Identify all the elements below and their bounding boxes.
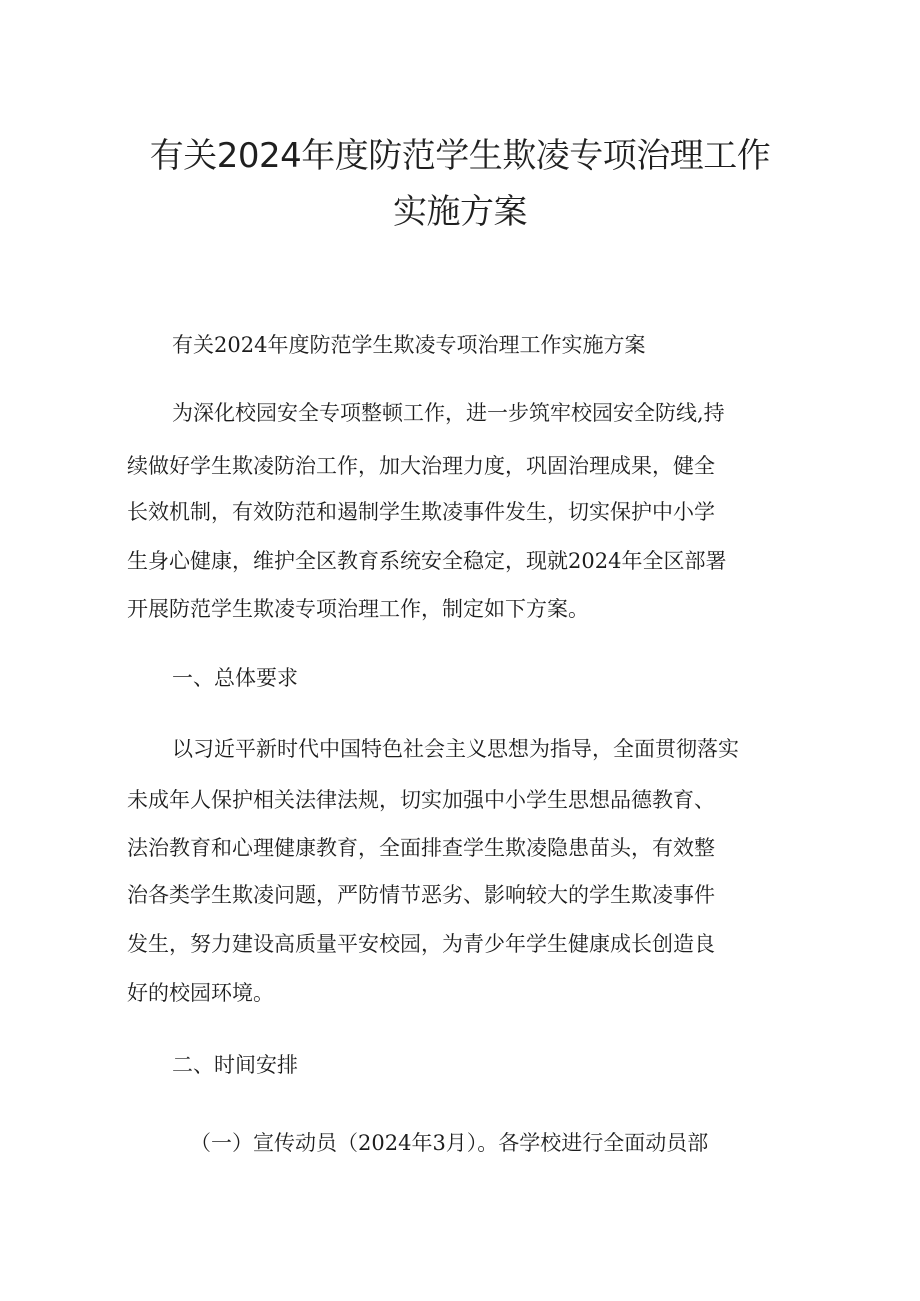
intro-paragraph-line: 生身心健康，维护全区教育系统安全稳定，现就2024年全区部署 — [127, 549, 727, 573]
intro-paragraph-line: 为深化校园安全专项整顿工作，进一步筑牢校园安全防线,持 — [172, 401, 725, 425]
intro-paragraph-line: 开展防范学生欺凌专项治理工作，制定如下方案。 — [127, 597, 589, 621]
intro-paragraph-line: 长效机制，有效防范和遏制学生欺凌事件发生，切实保护中小学 — [127, 500, 715, 524]
section1-paragraph-line: 治各类学生欺凌问题，严防情节恶劣、影响较大的学生欺凌事件 — [127, 883, 715, 907]
document-title-line-1: 有关2024年度防范学生欺凌专项治理工作 — [149, 136, 771, 176]
document-title-line-2: 实施方案 — [393, 192, 527, 232]
schedule-item-publicity: （一）宣传动员（2024年3月）。各学校进行全面动员部 — [190, 1131, 709, 1155]
document-subtitle: 有关2024年度防范学生欺凌专项治理工作实施方案 — [172, 333, 646, 357]
section-heading-general-requirements: 一、总体要求 — [172, 666, 298, 690]
section1-paragraph-line: 发生，努力建设高质量平安校园，为青少年学生健康成长创造良 — [127, 932, 715, 956]
document-title — [110, 128, 810, 240]
section1-paragraph-line: 未成年人保护相关法律法规，切实加强中小学生思想品德教育、 — [127, 788, 715, 812]
section-heading-schedule: 二、时间安排 — [172, 1053, 298, 1077]
intro-paragraph-line: 续做好学生欺凌防治工作，加大治理力度，巩固治理成果，健全 — [127, 454, 715, 478]
section1-paragraph-line: 好的校园环境。 — [127, 981, 274, 1005]
section1-paragraph-line: 以习近平新时代中国特色社会主义思想为指导，全面贯彻落实 — [172, 737, 739, 761]
section1-paragraph-line: 法治教育和心理健康教育，全面排查学生欺凌隐患苗头，有效整 — [127, 836, 715, 860]
